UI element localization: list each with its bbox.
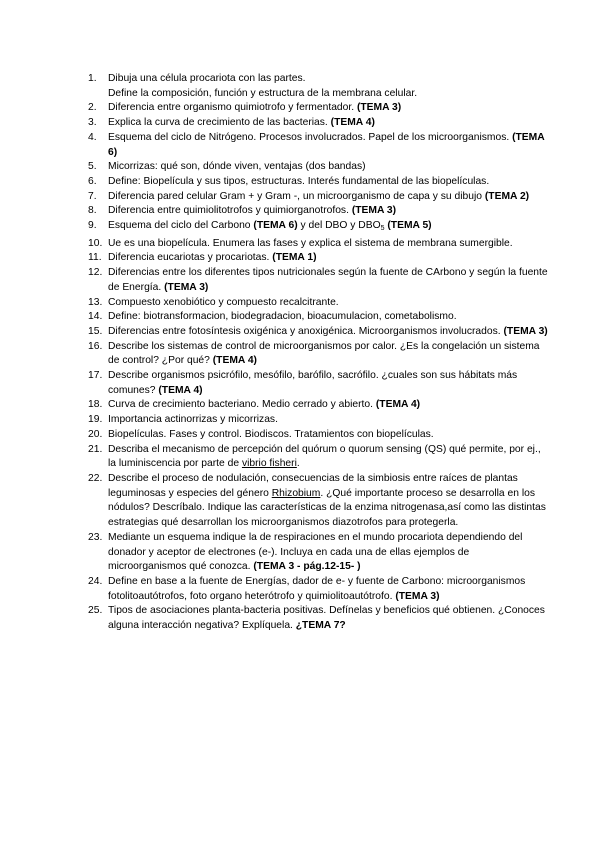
topic-tag: (TEMA 3)	[356, 102, 402, 114]
question-number: 15.	[88, 325, 103, 337]
question-number: 3.	[88, 117, 97, 129]
question-text: Explica la curva de crecimiento de las bacterias.	[108, 117, 331, 129]
question-item	[88, 310, 548, 325]
question-number: 2.	[88, 102, 97, 114]
question-number: 21.	[88, 443, 103, 455]
question-item	[88, 175, 548, 190]
question-item	[88, 72, 548, 101]
question-text: Define en base a la fuente de Energías, dador de e- y fuente de Carbono: microorganismos fotolitoautótrofos, foto organo heterótrofo y quimiolitoautótrofo.	[108, 575, 526, 602]
question-text: Diferencia pared celular Gram + y Gram -, un microorganismo de capa y su dibujo	[108, 190, 485, 202]
topic-tag: (TEMA 5)	[387, 220, 432, 232]
topic-tag: (TEMA 4)	[330, 117, 375, 129]
question-text: Curva de crecimiento bacteriano. Medio cerrado y abierto.	[108, 399, 376, 411]
question-text: Diferencia entre quimiolitotrofos y quimiorganotrofos.	[108, 205, 352, 217]
question-item	[88, 237, 548, 252]
question-text: Esquema del ciclo del Carbono	[108, 220, 254, 232]
question-number: 5.	[88, 161, 97, 173]
question-text: Dibuja una célula procariota con las partes.	[108, 73, 306, 84]
question-text: Esquema del ciclo de Nitrógeno. Procesos involucrados. Papel de los microorganismos.	[108, 131, 513, 143]
question-number: 22.	[88, 472, 103, 484]
question-item	[88, 531, 548, 575]
question-text: Describe el proceso de nodulación, consecuencias de la simbiosis entre raíces de plantas leguminosas y especies del género	[108, 472, 518, 499]
question-number: 11.	[88, 252, 102, 264]
question-number: 10.	[88, 237, 103, 249]
topic-tag: (TEMA 2)	[484, 190, 530, 202]
question-text: Biopelículas. Fases y control. Biodiscos. Tratamientos con biopelículas.	[108, 428, 434, 440]
question-number: 23.	[88, 531, 103, 543]
topic-tag: (TEMA 6)	[108, 131, 545, 158]
question-item	[88, 340, 548, 369]
organism-name: Rhizobium	[271, 487, 321, 499]
question-text: .	[296, 458, 300, 470]
question-item	[88, 296, 548, 311]
question-number: 13.	[88, 296, 103, 308]
topic-tag: (TEMA 6)	[253, 220, 298, 232]
question-text: Define: Biopelícula y sus tipos, estructuras. Interés fundamental de las biopelículas.	[108, 175, 490, 187]
question-item	[88, 160, 548, 175]
question-number: 20.	[88, 428, 103, 440]
question-text: Define: biotransformacion, biodegradacion, bioacumulacion, cometabolismo.	[108, 311, 457, 323]
question-number: 17.	[88, 370, 103, 382]
question-text: Describe organismos psicrófilo, mesófilo, barófilo, sacrófilo. ¿cuales son sus hábitats más comunes?	[108, 370, 518, 396]
question-item	[88, 472, 548, 531]
question-number: 18.	[88, 399, 103, 411]
question-item	[88, 251, 548, 266]
question-text: y del DBO y DBO	[297, 220, 381, 232]
question-number: 8.	[88, 205, 97, 217]
question-item	[88, 604, 548, 633]
question-text: Diferencias entre fotosíntesis oxigénica y anoxigénica. Microorganismos involucrados.	[108, 325, 504, 337]
question-text: Define la composición, función y estructura de la membrana celular.	[108, 87, 418, 99]
question-list	[88, 72, 548, 634]
question-text: Diferencia entre organismo quimiotrofo y fermentador.	[108, 102, 357, 114]
question-number: 19.	[88, 414, 103, 426]
question-text: Micorrizas: qué son, dónde viven, ventajas (dos bandas)	[108, 161, 366, 173]
question-item	[88, 575, 548, 604]
topic-tag: (TEMA 4)	[158, 384, 203, 396]
subscript: 5	[380, 225, 385, 233]
question-item	[88, 325, 548, 340]
question-text: Diferencia eucariotas y procariotas.	[108, 252, 273, 264]
question-text: Ue es una biopelícula. Enumera las fases y explica el sistema de membrana sumergible.	[108, 237, 513, 249]
question-number: 1.	[88, 73, 97, 84]
question-text: Mediante un esquema indique la de respiraciones en el mundo procariota dependiendo del donador y aceptor de electrones (e-). Incluya en cada una de ellas ejemplos de microorganismos qué conozca.	[108, 531, 523, 573]
question-number: 12.	[88, 267, 103, 279]
question-item	[88, 190, 548, 205]
topic-tag: (TEMA 3)	[351, 205, 397, 217]
question-number: 9.	[88, 220, 97, 232]
organism-name: vibrio fisheri	[241, 458, 297, 470]
question-number: 24.	[88, 575, 103, 587]
question-item	[88, 131, 548, 160]
question-item	[88, 443, 548, 472]
topic-tag: (TEMA 1)	[272, 252, 317, 264]
question-number: 6.	[88, 175, 97, 187]
question-text: Tipos de asociaciones planta-bacteria positivas. Defínelas y beneficios qué obtienen. ¿Conoces alguna interacción negativa? Explíquela.	[108, 605, 545, 632]
question-number: 7.	[88, 190, 97, 202]
question-text: Describe los sistemas de control de microorganismos por calor. ¿Es la congelación un sistema de control? ¿Por qué?	[108, 340, 540, 367]
topic-tag: (TEMA 3)	[395, 590, 440, 602]
topic-tag: (TEMA 3 - pág.12-15- )	[253, 561, 361, 573]
question-number: 16.	[88, 340, 103, 352]
question-item	[88, 413, 548, 428]
question-item	[88, 398, 548, 413]
question-item	[88, 204, 548, 219]
question-number: 25.	[88, 605, 103, 617]
topic-tag: (TEMA 4)	[212, 355, 257, 367]
question-item	[88, 116, 548, 131]
question-number: 4.	[88, 131, 97, 143]
question-text: . ¿Qué importante proceso se desarrolla en los nódulos? Descríbalo. Indique las características de la enzima nitrogenasa,así como las distintas estrategias qué desarrollan los microorganismos diazotrofos para protegerla.	[108, 487, 546, 529]
question-item	[88, 266, 548, 295]
question-text: Describa el mecanismo de percepción del quórum o quorum sensing (QS) qué permite, por ej., la luminiscencia por parte de	[108, 443, 541, 470]
question-item	[88, 219, 548, 237]
question-item	[88, 369, 548, 398]
question-number: 14.	[88, 311, 103, 323]
question-item	[88, 101, 548, 116]
question-item	[88, 428, 548, 443]
topic-tag: (TEMA 4)	[375, 399, 421, 411]
question-text: Importancia actinorrizas y micorrizas.	[108, 414, 278, 426]
question-text: Diferencias entre los diferentes tipos nutricionales según la fuente de CArbono y según la fuente de Energía.	[108, 267, 548, 293]
question-text: Compuesto xenobiótico y compuesto recalcitrante.	[108, 296, 339, 308]
topic-tag: (TEMA 3)	[164, 281, 209, 293]
topic-tag: ¿TEMA 7?	[295, 620, 346, 632]
topic-tag: (TEMA 3)	[503, 325, 548, 337]
